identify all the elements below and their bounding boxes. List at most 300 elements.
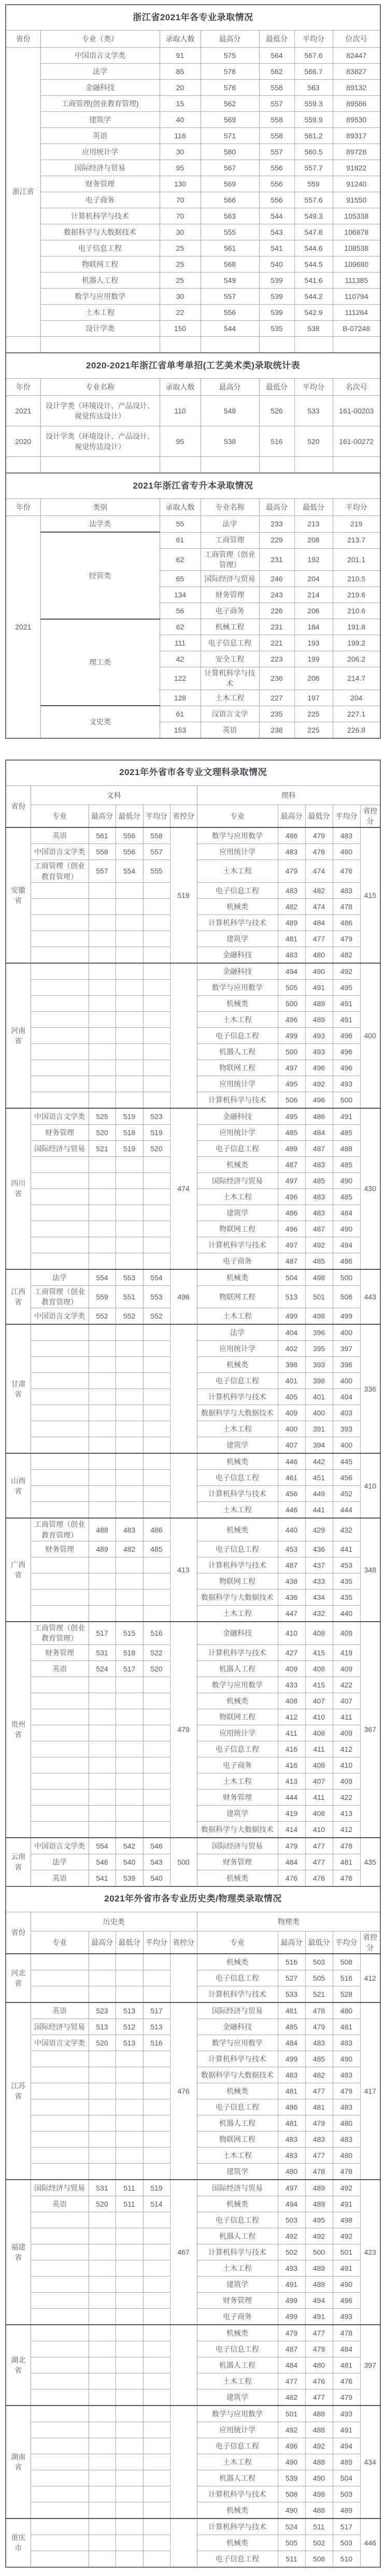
table-row [6,1324,380,1341]
count-cell: 15 [160,96,201,112]
avg-score-cell: 520 [143,1140,170,1156]
major-cell [31,2260,89,2277]
major-cell: 财务管理 [201,587,259,603]
avg-score-cell: 409 [333,1725,360,1741]
min-score-cell: 512 [116,2019,143,2035]
max-score-cell: 499 [278,2309,305,2325]
max-score-cell: 549 [201,273,259,289]
min-score-cell: 494 [305,2293,333,2309]
min-score-cell: 449 [305,1486,333,1502]
max-score-cell: 561 [89,827,116,844]
avg-score-cell [143,2148,170,2164]
rank-cell: 89317 [333,128,380,144]
max-score-cell [89,947,116,963]
major-cell: 数学与应用数学 [197,1677,278,1693]
min-score-cell: 539 [259,289,294,305]
table-row [6,1886,380,1912]
max-score-cell: 501 [278,2406,305,2422]
avg-score-cell: 440 [333,1606,360,1622]
major-cell: 机械类 [197,1870,278,1886]
max-score-cell: 461 [278,1470,305,1486]
min-score-cell [116,2212,143,2228]
major-cell: 物联网工程 [197,2131,278,2148]
major-cell: 工商管理 [201,532,259,548]
max-score-cell: 562 [201,96,259,112]
max-score-cell: 499 [278,2051,305,2067]
major-cell [31,1486,89,1502]
min-score-cell: 485 [305,1172,333,1189]
max-score-cell [89,2502,116,2519]
min-score-cell: 197 [294,690,333,706]
major-cell: 电子信息工程 [197,1741,278,1757]
avg-score-cell [143,979,170,995]
zhuanshengben-table [5,473,381,739]
min-score-cell: 486 [305,1108,333,1125]
major-cell: 英语 [31,827,89,844]
max-score-cell: 494 [278,2196,305,2212]
dankao-table [5,352,381,474]
max-score-cell: 404 [278,1324,305,1341]
min-score-cell [116,2406,143,2422]
count-cell: 55 [160,516,201,533]
avg-score-cell [143,2131,170,2148]
major-cell: 设计学类（环境设计、产品设计、视觉传达设计） [40,396,160,426]
max-score-cell: 561 [201,240,259,256]
count-cell: 70 [160,192,201,208]
max-score-cell: 487 [278,1557,305,1573]
table-row [6,396,380,426]
major-cell: 计算机科学与技术 [197,1986,278,2003]
avg-score-cell [143,2212,170,2228]
column-header: 平均分 [333,499,380,516]
max-score-cell [89,1590,116,1606]
count-cell: 61 [160,706,201,722]
table-row [6,2180,380,2196]
major-cell: 电子信息工程 [197,882,278,898]
major-cell: 法学 [201,516,259,533]
max-score-cell: 497 [278,1237,305,1253]
control-score-cell [170,1453,197,1518]
avg-score-cell: 412 [333,1741,360,1757]
max-score-cell: 481 [278,931,305,947]
avg-score-cell: 413 [333,1805,360,1821]
avg-score-cell: 210.6 [333,603,380,619]
max-score-cell: 453 [278,1541,305,1557]
column-header: 最低分 [259,379,294,396]
min-score-cell [116,2228,143,2244]
min-score-cell: 204 [294,571,333,587]
province-cell: 江西省 [6,1269,31,1325]
major-cell: 机器人工程 [197,1661,278,1677]
major-cell: 应用统计学 [197,1725,278,1741]
major-cell: 法学 [197,1324,278,1341]
major-cell: 应用统计学 [197,2422,278,2438]
min-score-cell: 556 [259,160,294,176]
min-score-cell [116,1060,143,1076]
column-header: 平均分 [294,31,333,48]
major-cell: 机械类 [197,1453,278,1470]
min-score-cell: 492 [305,2438,333,2454]
empty-cell [6,457,40,474]
column-header: 专业名称 [201,499,259,516]
max-score-cell: 552 [89,1308,116,1325]
table-row [6,305,380,321]
empty-cell [201,337,259,353]
rank-cell: 111385 [333,273,380,289]
major-cell: 英语 [40,128,160,144]
rank-cell: 110794 [333,289,380,305]
max-score-cell [89,2067,116,2083]
min-score-cell: 398 [305,1373,333,1389]
avg-score-cell [143,1357,170,1373]
table-other-provinces-wenli [5,760,380,1887]
avg-score-cell: 559.3 [294,96,333,112]
control-score-cell: 519 [170,827,197,963]
rank-cell: 111264 [333,305,380,321]
major-cell [31,931,89,947]
min-score-cell: 498 [305,2486,333,2502]
major-cell: 工商管理（创业教育管理） [31,1285,89,1308]
major-cell [31,2406,89,2422]
max-score-cell [89,2083,116,2099]
avg-score-cell: 226.8 [333,722,380,738]
avg-score-cell [143,1421,170,1437]
max-score-cell: 479 [278,860,305,883]
max-score-cell: 511 [278,2551,305,2568]
avg-score-cell [143,2535,170,2551]
avg-score-cell: 483 [333,2035,360,2051]
max-score-cell: 569 [201,112,259,128]
control-score-cell: 413 [170,1518,197,1622]
avg-score-cell: 422 [333,1677,360,1693]
min-score-cell [116,2260,143,2277]
avg-score-cell: 409 [333,1622,360,1644]
major-cell [31,1060,89,1076]
min-score-cell: 488 [305,2454,333,2470]
avg-score-cell: 492 [333,963,360,980]
min-score-cell: 434 [305,1590,333,1606]
column-header: 最低分 [305,805,333,827]
max-score-cell [89,1741,116,1757]
min-score-cell [116,2115,143,2131]
table-title: 浙江省2021年各专业录取情况 [6,5,380,31]
major-cell [31,2535,89,2551]
major-cell: 英语 [31,2196,89,2212]
min-score-cell: 480 [305,2357,333,2373]
major-cell: 应用统计学 [40,144,160,160]
max-score-cell [89,2373,116,2389]
min-score-cell: 493 [305,1043,333,1060]
max-score-cell: 502 [278,2244,305,2260]
avg-score-cell [143,1725,170,1741]
province-cell: 四川省 [6,1108,31,1269]
major-cell: 中国语言文学类 [31,1838,89,1854]
max-score-cell: 446 [278,1502,305,1519]
avg-score-cell [143,2406,170,2422]
min-score-cell: 485 [305,2051,333,2067]
avg-score-cell: 400 [333,1324,360,1341]
count-cell: 150 [160,321,201,337]
min-score-cell [116,2422,143,2438]
avg-score-cell: 514 [143,2196,170,2212]
min-score-cell: 482 [116,1541,143,1557]
avg-score-cell: 476 [333,860,360,883]
min-score-cell: 502 [305,2535,333,2551]
avg-score-cell: 201.1 [333,548,380,571]
control-score-cell: 435 [360,1838,380,1886]
column-header: 类别 [40,499,160,516]
major-cell [31,2293,89,2309]
major-cell [31,1357,89,1373]
min-score-cell [116,2083,143,2099]
min-score-cell [116,1986,143,2003]
min-score-cell [116,1453,143,1470]
rank-cell: 105338 [333,208,380,224]
min-score-cell: 483 [305,1205,333,1221]
major-cell [31,1341,89,1357]
min-score-cell: 491 [305,2309,333,2325]
major-cell: 法学 [31,1854,89,1870]
avg-score-cell: 409 [333,1661,360,1677]
major-cell: 财务管理 [31,1644,89,1661]
major-cell: 中国语言文学类 [31,1308,89,1325]
major-cell [31,2083,89,2099]
max-score-cell: 490 [278,2502,305,2519]
table-row [6,96,380,112]
avg-score-cell: 490 [333,2051,360,2067]
max-score-cell: 513 [89,2019,116,2035]
max-score-cell: 554 [89,1269,116,1286]
min-score-cell: 557 [259,144,294,160]
min-score-cell: 410 [305,1821,333,1838]
avg-score-cell [143,1757,170,1773]
max-score-cell: 419 [278,1805,305,1821]
major-cell: 电子信息工程 [40,240,160,256]
min-score-cell [116,1221,143,1237]
avg-score-cell: 501 [333,2244,360,2260]
min-score-cell: 408 [305,1725,333,1741]
max-score-cell [89,1470,116,1486]
min-score-cell: 415 [305,1644,333,1661]
column-header: 最低分 [116,1931,143,1954]
group-header-right: 物理类 [197,1912,380,1931]
max-score-cell [89,2260,116,2277]
count-cell: 25 [160,273,201,289]
avg-score-cell: 483 [333,2067,360,2083]
count-cell: 30 [160,224,201,240]
max-score-cell [89,1805,116,1821]
avg-score-cell [143,1011,170,1027]
min-score-cell: 517 [116,1661,143,1677]
column-header: 最低分 [305,1931,333,1954]
major-cell: 数学与应用数学 [197,2035,278,2051]
avg-score-cell: 478 [333,1838,360,1854]
max-score-cell [89,2212,116,2228]
major-cell [31,1986,89,2003]
avg-score-cell: 479 [333,2083,360,2099]
major-cell [31,1172,89,1189]
max-score-cell: 576 [201,64,259,80]
column-header: 最低分 [116,805,143,827]
min-score-cell [116,1189,143,1205]
major-cell: 机器人工程 [197,1043,278,1060]
min-score-cell: 225 [294,722,333,738]
max-score-cell: 492 [278,2228,305,2244]
min-score-cell: 408 [305,1757,333,1773]
major-cell [31,2454,89,2470]
max-score-cell: 408 [278,1693,305,1709]
max-score-cell: 409 [278,1661,305,1677]
max-score-cell [89,1453,116,1470]
wenli-table [5,760,381,1887]
max-score-cell [89,2486,116,2502]
avg-score-cell: 393 [333,1421,360,1437]
min-score-cell: 401 [305,1389,333,1405]
avg-score-cell: 479 [333,2389,360,2406]
avg-score-cell: 503 [333,2535,360,2551]
max-score-cell: 496 [278,1011,305,1027]
province-cell: 江苏省 [6,2002,31,2180]
avg-score-cell: 495 [333,979,360,995]
major-cell: 国际经济与贸易 [197,1172,278,1189]
max-score-cell: 557 [201,289,259,305]
max-score-cell: 571 [201,128,259,144]
major-cell: 电子信息工程 [197,2099,278,2115]
year-cell: 2021 [6,516,40,738]
column-header: 最低分 [294,499,333,516]
major-cell: 建筑学 [40,112,160,128]
min-score-cell: 477 [305,2148,333,2164]
avg-score-cell: 481 [333,2019,360,2035]
avg-score-cell [143,1741,170,1757]
column-header: 省控分 [170,1931,197,1954]
control-score-cell [170,1954,197,2002]
min-score-cell [116,2277,143,2293]
min-score-cell: 539 [259,305,294,321]
min-score-cell: 489 [305,2277,333,2293]
major-cell: 汉语言文学 [201,706,259,722]
avg-score-cell [143,1557,170,1573]
max-score-cell: 229 [259,532,294,548]
min-score-cell: 558 [259,112,294,128]
max-score-cell: 538 [201,426,259,457]
min-score-cell: 477 [305,2083,333,2099]
column-header: 省控分 [360,805,380,827]
major-cell [31,1189,89,1205]
avg-score-cell [143,1341,170,1357]
avg-score-cell [143,2373,170,2389]
year-cell: 2020 [6,426,40,457]
min-score-cell [116,2454,143,2470]
max-score-cell [89,2325,116,2341]
max-score-cell: 497 [278,1060,305,1076]
min-score-cell: 476 [305,1870,333,1886]
major-cell: 土木工程 [197,1773,278,1789]
max-score-cell [89,2164,116,2180]
max-score-cell: 236 [259,667,294,690]
min-score-cell: 556 [116,844,143,860]
avg-score-cell: 520 [143,1661,170,1677]
table-row [6,827,380,844]
min-score-cell: 484 [305,914,333,931]
max-score-cell [89,2470,116,2486]
major-cell: 计算机科学与技术 [201,667,259,690]
avg-score-cell [143,2518,170,2535]
min-score-cell: 477 [305,1854,333,1870]
avg-score-cell [143,1237,170,1253]
table-row [6,256,380,273]
avg-score-cell: 409 [333,1773,360,1789]
major-cell: 设计学类 [40,321,160,337]
avg-score-cell [143,1156,170,1172]
max-score-cell [89,2099,116,2115]
major-cell: 电子信息工程 [197,1140,278,1156]
avg-score-cell [143,1373,170,1389]
avg-score-cell: 422 [333,1789,360,1805]
min-score-cell [116,1486,143,1502]
control-score-cell: 446 [360,2518,380,2567]
count-cell: 22 [160,305,201,321]
major-cell: 数据科学与大数据技术 [197,1821,278,1838]
max-score-cell [89,2406,116,2422]
empty-cell [160,337,201,353]
major-cell [31,1789,89,1805]
avg-score-cell: 213.7 [333,532,380,548]
avg-score-cell: 540 [143,1870,170,1886]
min-score-cell: 495 [305,2212,333,2228]
max-score-cell [89,2422,116,2438]
avg-score-cell: 494 [333,1237,360,1253]
table-row [6,1453,380,1470]
max-score-cell [89,2551,116,2568]
major-cell [31,1405,89,1421]
min-score-cell: 541 [259,240,294,256]
min-score-cell [116,2131,143,2148]
province-cell: 安徽省 [6,827,31,963]
major-cell [31,2228,89,2244]
column-header: 专业 [197,805,278,827]
min-score-cell: 476 [305,844,333,860]
max-score-cell [89,1011,116,1027]
min-score-cell: 492 [305,2228,333,2244]
major-cell: 机械类 [197,2083,278,2099]
max-score-cell [89,1373,116,1389]
max-score-cell: 505 [278,979,305,995]
avg-score-cell: 441 [333,1541,360,1557]
major-cell: 计算机科学与技术 [40,208,160,224]
min-score-cell: 437 [305,1557,333,1573]
table-row [6,80,380,96]
max-score-cell: 407 [278,1437,305,1454]
min-score-cell [116,1092,143,1108]
major-cell [31,1437,89,1454]
max-score-cell: 444 [278,1789,305,1805]
max-score-cell: 491 [278,2277,305,2293]
max-score-cell [89,1237,116,1253]
max-score-cell [89,1677,116,1693]
avg-score-cell [143,1060,170,1076]
major-cell [31,2373,89,2389]
avg-score-cell: 435 [333,1573,360,1590]
category-cell: 经管类 [40,532,160,619]
major-cell: 计算机科学与技术 [197,1486,278,1502]
avg-score-cell [143,2244,170,2260]
max-score-cell: 440 [278,1518,305,1541]
major-cell: 机械类 [197,1269,278,1286]
max-score-cell: 531 [89,2180,116,2196]
major-cell: 国际经济与贸易 [40,160,160,176]
min-score-cell [116,1590,143,1606]
